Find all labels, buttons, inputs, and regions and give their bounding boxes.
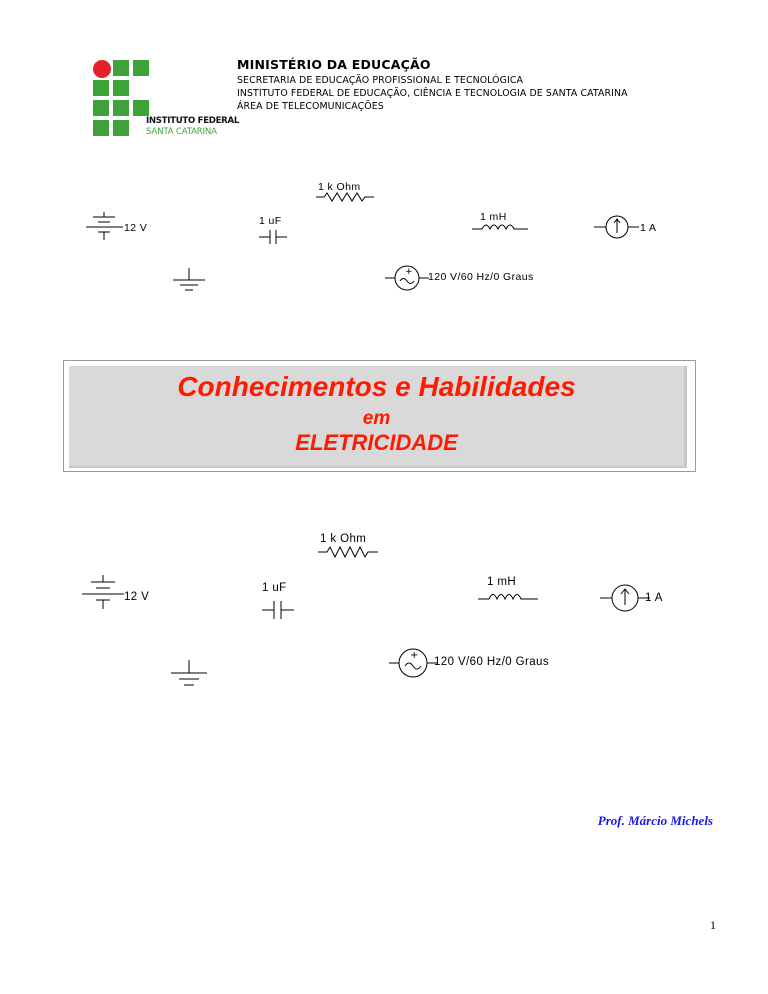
logo-square [113, 60, 129, 76]
page-number: 1 [710, 918, 716, 932]
header-line-area: ÁREA DE TELECOMUNICAÇÕES [237, 101, 384, 112]
ac-source-icon [385, 263, 429, 293]
battery-label: 12 V [124, 222, 148, 234]
logo-square [133, 100, 149, 116]
current-source-label: 1 A [640, 222, 657, 234]
logo-subname: SANTA CATARINA [146, 127, 217, 137]
logo-square [113, 100, 129, 116]
capacitor-icon [262, 600, 296, 620]
inductor-label: 1 mH [480, 211, 507, 223]
inductor-icon [478, 590, 540, 602]
capacitor-label: 1 uF [262, 582, 287, 594]
inductor-label: 1 mH [487, 576, 517, 588]
battery-label: 12 V [124, 591, 150, 603]
title-line-1: Conhecimentos e Habilidades [177, 371, 576, 402]
ground-icon [168, 660, 210, 690]
logo-square [113, 80, 129, 96]
ground-icon [170, 268, 208, 294]
resistor-label: 1 k Ohm [318, 181, 361, 193]
title-box [63, 360, 696, 472]
title-line-3: ELETRICIDADE [295, 430, 458, 455]
capacitor-icon [259, 229, 289, 245]
logo-square [93, 100, 109, 116]
logo-name: INSTITUTO FEDERAL [146, 116, 240, 126]
header-line-instituto: INSTITUTO FEDERAL DE EDUCAÇÃO, CIÊNCIA E TECNOLOGIA DE SANTA CATARINA [237, 88, 628, 99]
logo-square [93, 80, 109, 96]
resistor-label: 1 k Ohm [320, 533, 367, 545]
resistor-icon [318, 546, 380, 558]
ac-source-icon [389, 646, 437, 680]
current-source-label: 1 A [645, 592, 663, 604]
svg-text:+: + [410, 650, 419, 661]
current-source-icon [594, 213, 640, 241]
battery-icon [80, 575, 126, 611]
logo-square [113, 120, 129, 136]
author-name: Prof. Márcio Michels [597, 813, 713, 828]
svg-text:+: + [405, 267, 413, 277]
current-source-icon [600, 582, 650, 614]
institute-logo [90, 57, 240, 147]
logo-square [133, 60, 149, 76]
ministry-title: MINISTÉRIO DA EDUCAÇÃO [237, 57, 431, 72]
battery-icon [83, 212, 125, 242]
logo-square [93, 120, 109, 136]
inductor-icon [472, 221, 530, 231]
capacitor-label: 1 uF [259, 215, 282, 227]
header-line-secretaria: SECRETARIA DE EDUCAÇÃO PROFISSIONAL E TECNOLÓGICA [237, 75, 524, 86]
resistor-icon [316, 192, 376, 202]
title-panel [69, 366, 687, 468]
ac-source-label: 120 V/60 Hz/0 Graus [428, 271, 534, 283]
ac-source-label: 120 V/60 Hz/0 Graus [434, 656, 549, 668]
logo-red-dot [93, 60, 111, 78]
title-line-2: em [362, 408, 391, 429]
